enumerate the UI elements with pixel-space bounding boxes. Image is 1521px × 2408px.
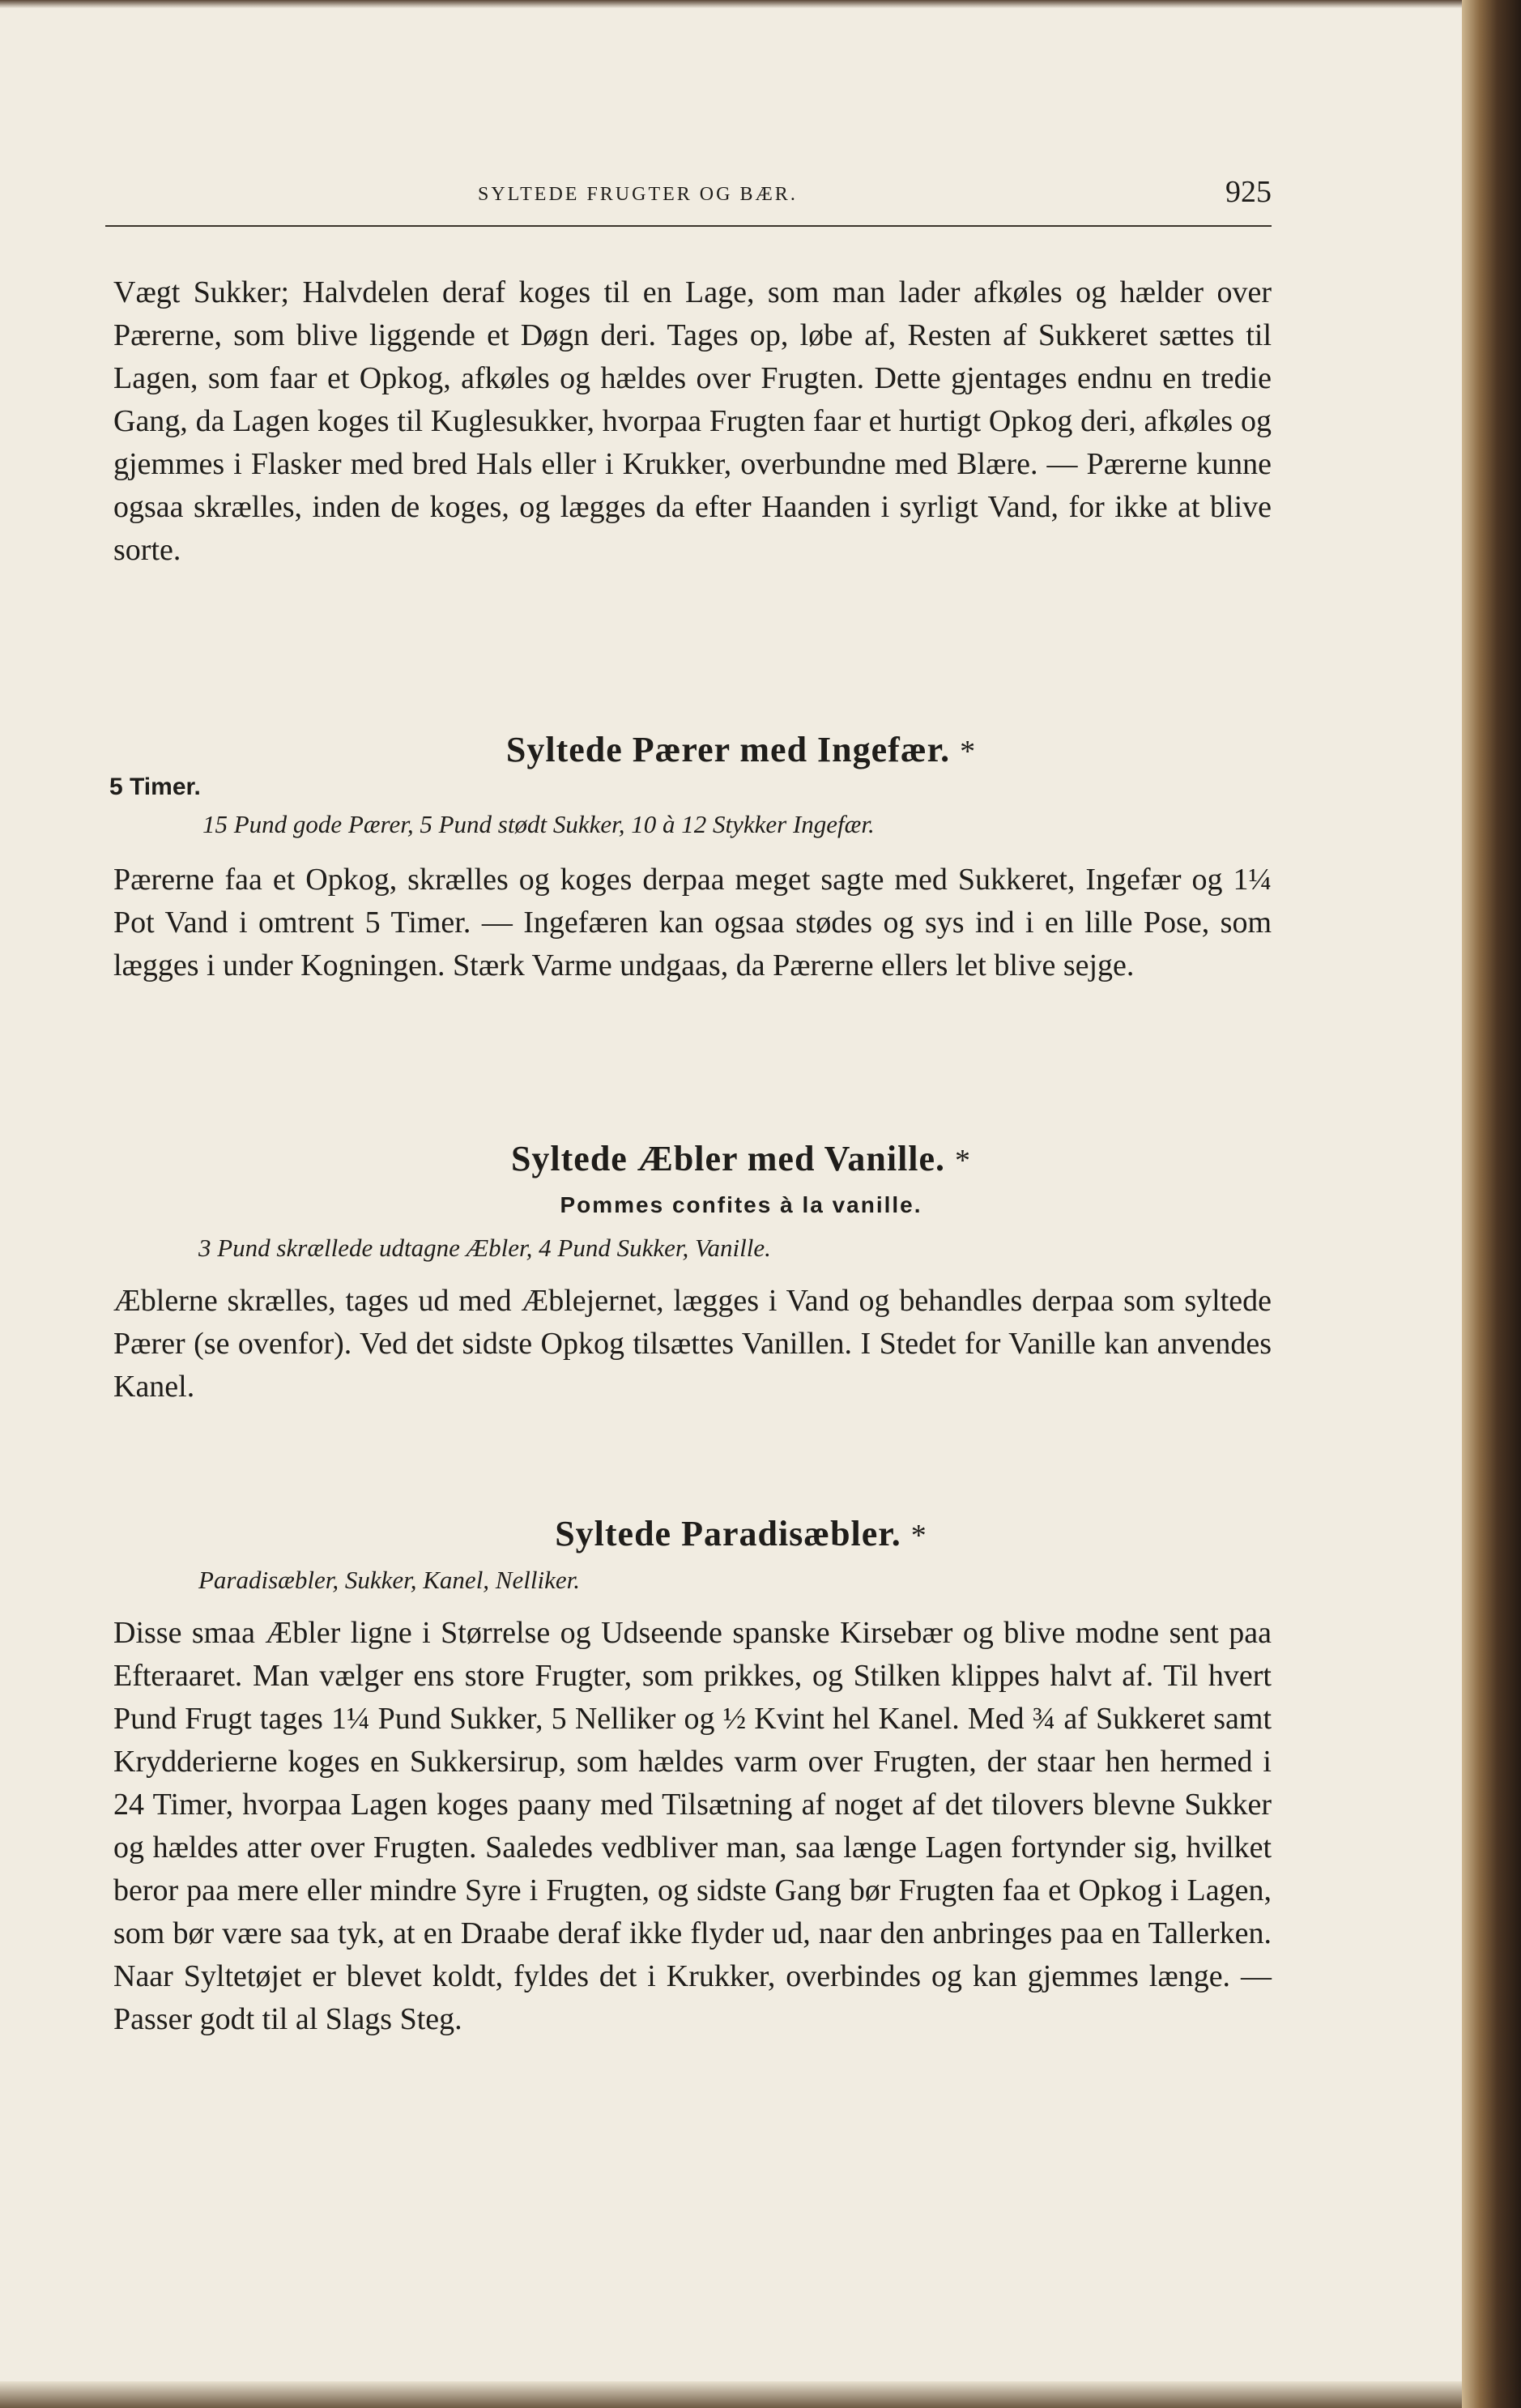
star-mark: * <box>955 1144 972 1178</box>
ingredients-line: 3 Pund skrællede udtagne Æbler, 4 Pund Sukker, Vanille. <box>198 1234 771 1262</box>
page-bottom-edge <box>0 2381 1482 2408</box>
running-head: SYLTEDE FRUGTER OG BÆR. <box>478 184 798 205</box>
book-spine-edge <box>1462 0 1521 2408</box>
recipe-title-text: Syltede Pærer med Ingefær. <box>505 730 951 769</box>
intro-paragraph: Vægt Sukker; Halvdelen deraf koges til en Lage, som man lader afkøles og hælder over Pærerne, som blive liggende et Døgn deri. Tages op, løbe af, Resten af Sukkeret sættes til Lagen, som faar et Opkog, afkøles og hældes over Frugten. Dette gjentages endnu en tredie Gang, da Lagen koges til Kuglesukker, hvorpaa Frugten faar et hurtigt Opkog deri, afkøles og gjemmes i Flasker med bred Hals eller i Krukker, overbundne med Blære. — Pærerne kunne ogsaa skrælles, inden de koges, og lægges da efter Haanden i syrligt Vand, for ikke at blive sorte. <box>113 275 1272 567</box>
header-rule <box>105 225 1272 227</box>
recipe-paragraph: Pærerne faa et Opkog, skrælles og koges derpaa meget sagte med Sukkeret, Ingefær og 1¼ Pot Vand i omtrent 5 Timer. — Ingefæren kan ogsaa stødes og sys ind i en lille Pose, som lægges i under Kogningen. Stærk Varme undgaas, da Pærerne ellers let blive sejge. <box>113 863 1272 982</box>
recipe-title-text: Syltede Paradisæbler. <box>555 1514 901 1553</box>
recipe-subtitle-french: Pommes confites à la vanille. <box>560 1192 922 1217</box>
page-top-edge <box>0 0 1482 8</box>
recipe-title-pears-ginger <box>0 729 1482 770</box>
star-mark: * <box>960 735 977 769</box>
star-mark: * <box>910 1519 927 1553</box>
recipe-paragraph: Disse smaa Æbler ligne i Størrelse og Udseende spanske Kirsebær og blive modne sent paa Efteraaret. Man vælger ens store Frugter, som prikkes, og Stilken klippes halvt af. Til hvert Pund Frugt tages 1¼ Pund Sukker, 5 Nelliker og ½ Kvint hel Kanel. Med ¾ af Sukkeret samt Krydderierne koges en Sukkersirup, som hældes varm over Frugten, der staar hen hermed i 24 Timer, hvorpaa Lagen koges paany med Tilsætning af noget af det tilovers blevne Sukker og hældes atter over Frugten. Saaledes vedbliver man, saa længe Lagen fortynder sig, hvilket beror paa mere eller mindre Syre i Frugten, og sidste Gang bør Frugten faa et Opkog i Lagen, som bør være saa tyk, at en Draabe deraf ikke flyder ud, naar den anbringes paa en Tallerken. Naar Syltetøjet er blevet koldt, fyldes det i Krukker, overbindes og kan gjemmes længe. — Passer godt til al Slags Steg. <box>113 1616 1272 2036</box>
recipe-title-paradise-apples <box>0 1513 1482 1554</box>
recipe-title-text: Syltede Æbler med Vanille. <box>510 1139 946 1178</box>
recipe-title-apples-vanilla <box>0 1138 1482 1179</box>
page-header <box>105 174 1272 231</box>
ingredients-line: 15 Pund gode Pærer, 5 Pund stødt Sukker, 10 à 12 Stykker Ingefær. <box>202 810 875 838</box>
recipe-paragraph: Æblerne skrælles, tages ud med Æblejernet, lægges i Vand og behandles derpaa som syltede Pærer (se ovenfor). Ved det sidste Opkog tilsættes Vanillen. I Stedet for Vanille kan anvendes Kanel. <box>113 1284 1272 1404</box>
ingredients-line: Paradisæbler, Sukker, Kanel, Nelliker. <box>198 1566 580 1594</box>
cooking-time-note: 5 Timer. <box>109 774 201 800</box>
page-number: 925 <box>1225 175 1272 209</box>
